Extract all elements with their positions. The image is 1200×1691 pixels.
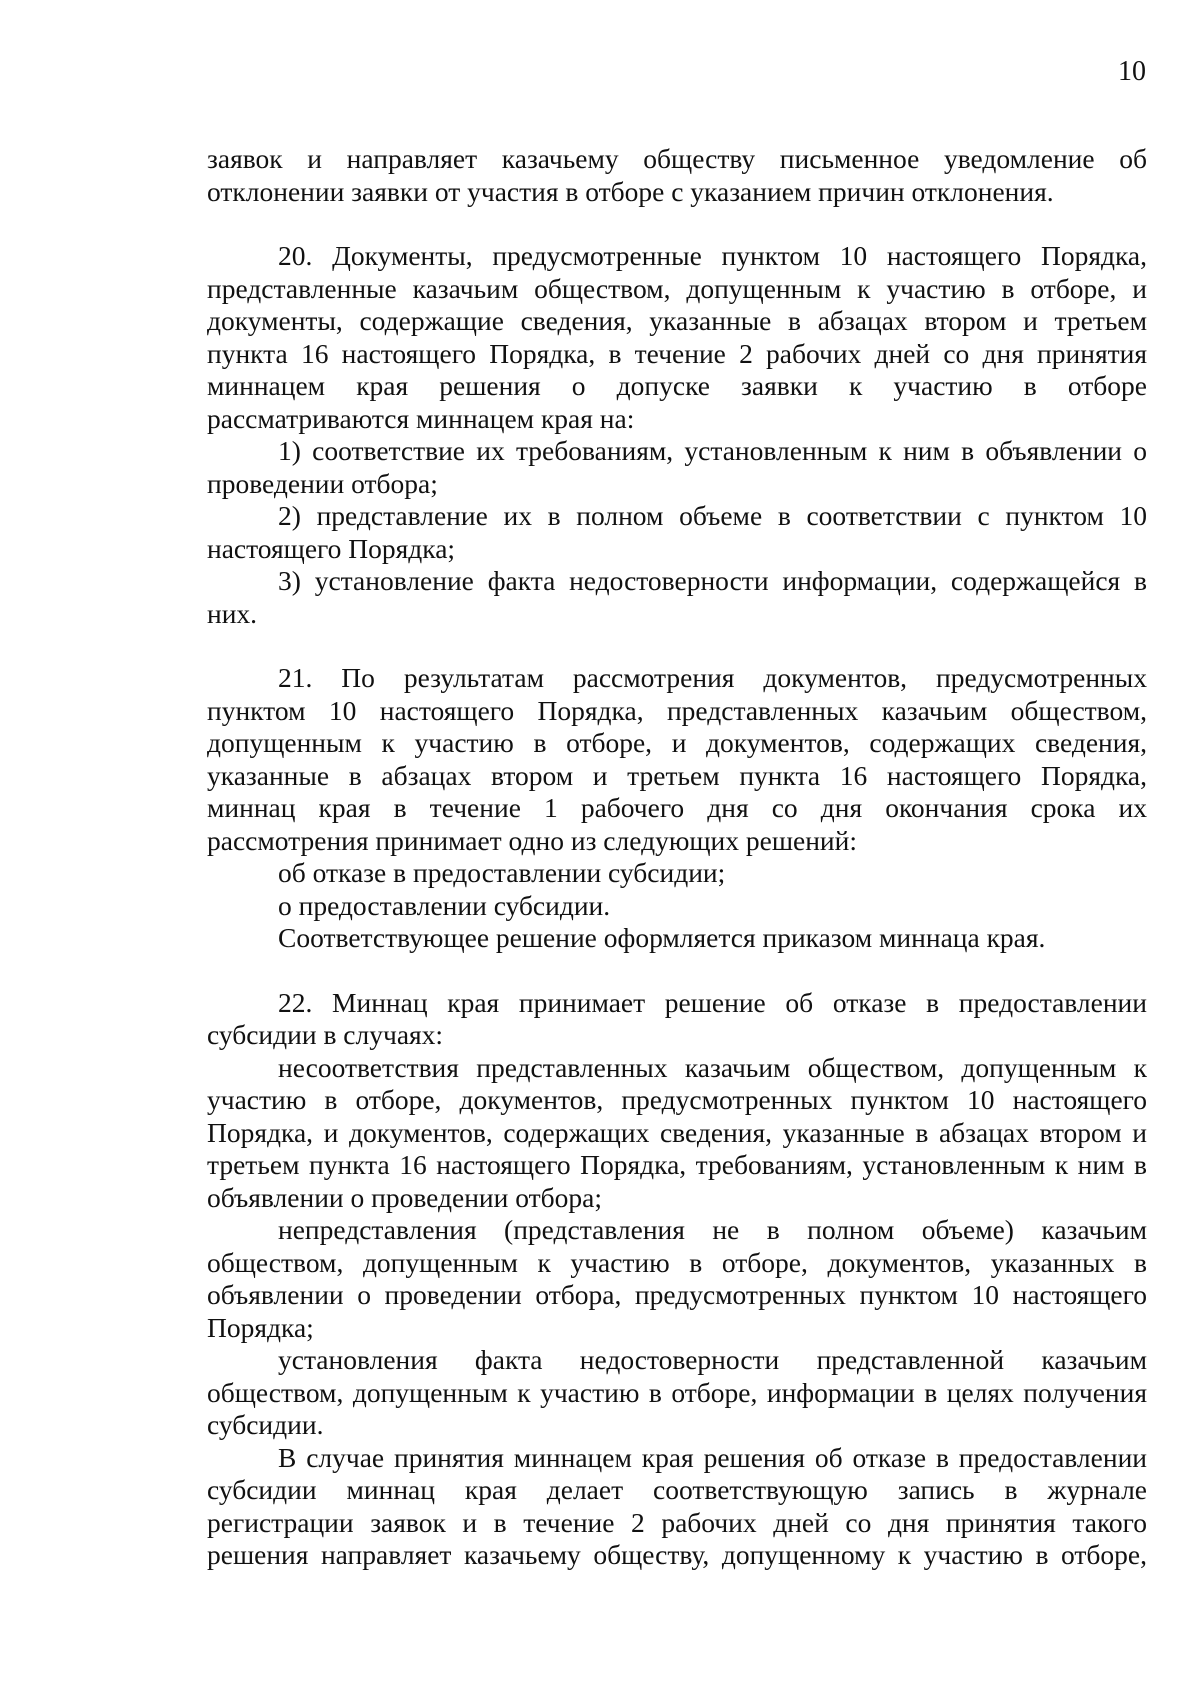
text-line: объявлении о проведении отбора; <box>207 1181 602 1213</box>
text-line: обществом, допущенным к участию в отборе, документов, указанных в <box>207 1246 1147 1278</box>
text-line: документы, содержащие сведения, указанные в абзацах втором и третьем <box>207 305 1147 336</box>
text-line: участию в отборе, документов, предусмотренных пунктом 10 настоящего <box>207 1084 1147 1115</box>
text-line: 1) соответствие их требованиям, установленным к ним в объявлении о <box>278 435 1147 466</box>
text-line: установления факта недостоверности представленной казачьим <box>278 1344 1147 1375</box>
text-line: них. <box>207 597 258 629</box>
text-line: субсидии миннац края делает соответствующую запись в журнале <box>207 1474 1147 1505</box>
text-line: регистрации заявок и в течение 2 рабочих дней со дня принятия такого <box>207 1506 1147 1538</box>
text-line: допущенным к участию в отборе, и документов, содержащих сведения, <box>207 727 1147 758</box>
text-line: об отказе в предоставлении субсидии; <box>278 857 726 888</box>
text-line: о предоставлении субсидии. <box>278 889 611 921</box>
text-line: непредставления (представления не в полном объеме) казачьим <box>278 1214 1147 1245</box>
text-line: Порядка, и документов, содержащих сведения, указанные в абзацах втором и <box>207 1116 1147 1148</box>
text-line: субсидии. <box>207 1409 324 1440</box>
paragraph-gap <box>207 208 1147 240</box>
text-line: 21. По результатам рассмотрения документов, предусмотренных <box>278 662 1147 693</box>
text-line: субсидии в случаях: <box>207 1019 444 1050</box>
text-line: миннацем края решения о допуске заявки к участию в отборе <box>207 370 1147 401</box>
text-line: указанные в абзацах втором и третьем пункта 16 настоящего Порядка, <box>207 759 1147 791</box>
page-number: 10 <box>1118 56 1146 87</box>
text-line: Соответствующее решение оформляется приказом миннаца края. <box>278 922 1046 953</box>
text-line: В случае принятия миннацем края решения об отказе в предоставлении <box>278 1441 1147 1473</box>
text-line: Порядка; <box>207 1311 314 1343</box>
document-body <box>207 143 1147 1572</box>
text-line: настоящего Порядка; <box>207 532 456 564</box>
text-line: третьем пункта 16 настоящего Порядка, требованиям, установленным к ним в <box>207 1149 1147 1180</box>
text-line: решения направляет казачьему обществу, допущенному к участию в отборе, <box>207 1539 1147 1570</box>
text-line: заявок и направляет казачьему обществу письменное уведомление об <box>207 143 1147 174</box>
paragraph-gap <box>207 630 1147 662</box>
text-line: объявлении о проведении отбора, предусмотренных пунктом 10 настоящего <box>207 1279 1147 1310</box>
text-line: рассматриваются миннацем края на: <box>207 402 635 434</box>
text-line: 22. Миннац края принимает решение об отказе в предоставлении <box>278 986 1147 1018</box>
text-line: проведении отбора; <box>207 467 438 499</box>
text-line: отклонении заявки от участия в отборе с указанием причин отклонения. <box>207 175 1054 207</box>
text-line: пункта 16 настоящего Порядка, в течение 2 рабочих дней со дня принятия <box>207 337 1147 369</box>
text-line: представленные казачьим обществом, допущенным к участию в отборе, и <box>207 272 1147 304</box>
text-line: 20. Документы, предусмотренные пунктом 10 настоящего Порядка, <box>278 240 1147 271</box>
text-line: обществом, допущенным к участию в отборе, информации в целях получения <box>207 1376 1147 1408</box>
paragraph-gap <box>207 955 1147 987</box>
text-line: 2) представление их в полном объеме в соответствии с пунктом 10 <box>278 500 1147 531</box>
text-line: пунктом 10 настоящего Порядка, представленных казачьим обществом, <box>207 694 1147 726</box>
text-line: рассмотрения принимает одно из следующих решений: <box>207 824 858 856</box>
text-line: миннац края в течение 1 рабочего дня со дня окончания срока их <box>207 792 1147 823</box>
text-line: несоответствия представленных казачьим обществом, допущенным к <box>278 1051 1147 1083</box>
text-line: 3) установление факта недостоверности информации, содержащейся в <box>278 565 1147 596</box>
